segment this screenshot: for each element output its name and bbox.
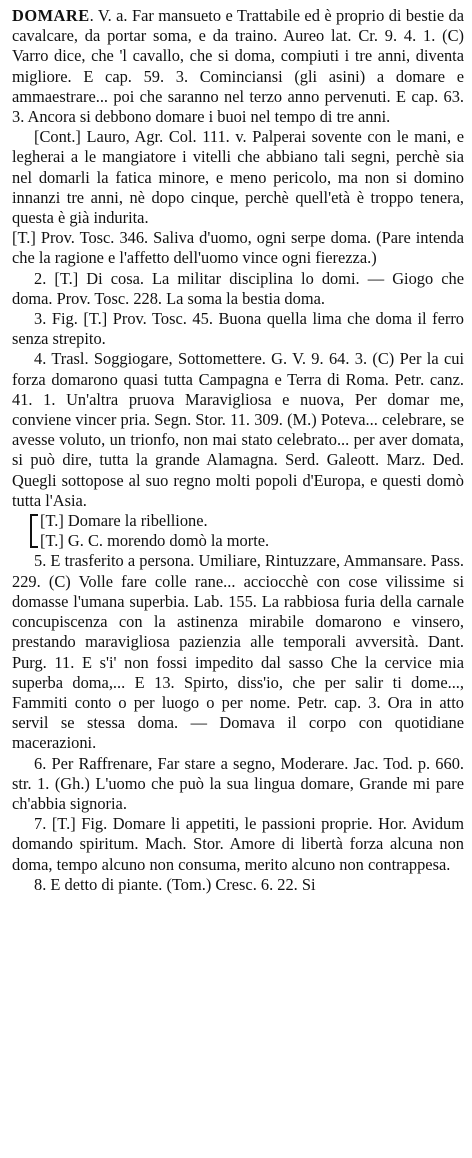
entry-paragraph-3: [T.] Prov. Tosc. 346. Saliva d'uomo, ogni serpe doma. (Pare intenda che la ragione e l'affetto dell'uomo vince ogni fierezza.) [12, 228, 464, 268]
paragraph-text: V. a. Far mansueto e Trattabile ed è proprio di bestie da cavalcare, da portar soma, e da traino. Aureo lat. Cr. 9. 4. 1. (C) Varro dice, che 'l cavallo, che si doma, compiuti i tre anni, diventa migliore. E cap. 59. 3. Cominciansi (gli asini) a domare e ammaestrare... poi che saranno nel terzo anno pervenuti. E cap. 63. 3. Ancora si debbono domare i buoi nel tempo di tre anni. [12, 6, 464, 127]
entry-paragraph-2: [Cont.] Lauro, Agr. Col. 111. v. Palperai sovente con le mani, e legherai a le mangiatore i vitelli che abbiano tali segni, perchè sia nel domarli la fatica minore, e meno pericolo, ma non si domino innanzi tre anni, nè dopo cinque, perchè quell'età è troppo tenera, questa è già indurita. [12, 127, 464, 228]
entry-paragraph-6: 4. Trasl. Soggiogare, Sottomettere. G. V. 9. 64. 3. (C) Per la cui forza domarono quasi tutta Campagna e Terra di Roma. Petr. canz. 41. 1. Un'altra pruova Maravigliosa e nuova, Per domar me, conviene vincer pria. Segn. Stor. 11. 309. (M.) Poteva... celebrare, se avesse voluto, un trionfo, non mai stato celebrato... per aver domata, si può dire, tutta la grande Alamagna. Serd. Galeott. Marz. Ded. Quegli sottopose al suo regno molti popoli d'Europa, e questi domò tutta l'Asia. [12, 349, 464, 510]
entry-paragraph-5: 3. Fig. [T.] Prov. Tosc. 45. Buona quella lima che doma il ferro senza strepito. [12, 309, 464, 349]
entry-paragraph-8: 6. Per Raffrenare, Far stare a segno, Moderare. Jac. Tod. p. 660. str. 1. (Gh.) L'uomo che può la sua lingua domare, Grande mi pare ch'abbia signoria. [12, 753, 464, 813]
entry-paragraph-4: 2. [T.] Di cosa. La militar disciplina lo domi. — Giogo che doma. Prov. Tosc. 228. La soma la bestia doma. [12, 268, 464, 308]
headword: DOMARE [12, 6, 90, 25]
entry-paragraph-7: 5. E trasferito a persona. Umiliare, Rintuzzare, Ammansare. Pass. 229. (C) Volle fare colle rane... acciocchè con cose vilissime si domasse l'umana superbia. Lab. 155. La rabbiosa furia della carnale concupiscenza con la astinenza mirabile domarono e vinsero, prestando maravigliosa pazienzia alle temporali avversità. Dant. Purg. 11. E s'i' non fossi impedito dal sasso Che la cervice mia superba doma,... E 13. Spirto, diss'io, che per salir ti dome..., Fammiti conto o per luogo o per nome. Petr. cap. 3. Ora in atto servil se stessa doma. — Domava il corpo con quotidiane macerazioni. [12, 551, 464, 753]
bracket-line-1: [T.] Domare la ribellione. [40, 511, 208, 531]
entry-paragraph-1: DOMARE. V. a. Far mansueto e Trattabile ed è proprio di bestie da cavalcare, da portar soma, e da traino. Aureo lat. Cr. 9. 4. 1. (C) Varro dice, che 'l cavallo, che si doma, compiuti i tre anni, diventa migliore. E cap. 59. 3. Cominciansi (gli asini) a domare e ammaestrare... poi che saranno nel terzo anno pervenuti. E cap. 63. 3. Ancora si debbono domare i buoi nel tempo di tre anni. [12, 6, 464, 127]
bracketed-examples [26, 511, 464, 551]
entry-paragraph-10: 8. E detto di piante. (Tom.) Cresc. 6. 22. Si [34, 874, 316, 894]
bracket-line-2: [T.] G. C. morendo domò la morte. [40, 531, 270, 551]
entry-paragraph-9: 7. [T.] Fig. Domare li appetiti, le passioni proprie. Hor. Avidum domando spiritum. Mach. Stor. Amore di libertà forza alcuna non doma, tempo alcuno non consuma, merito alcuno non contrappesa. [12, 814, 464, 874]
